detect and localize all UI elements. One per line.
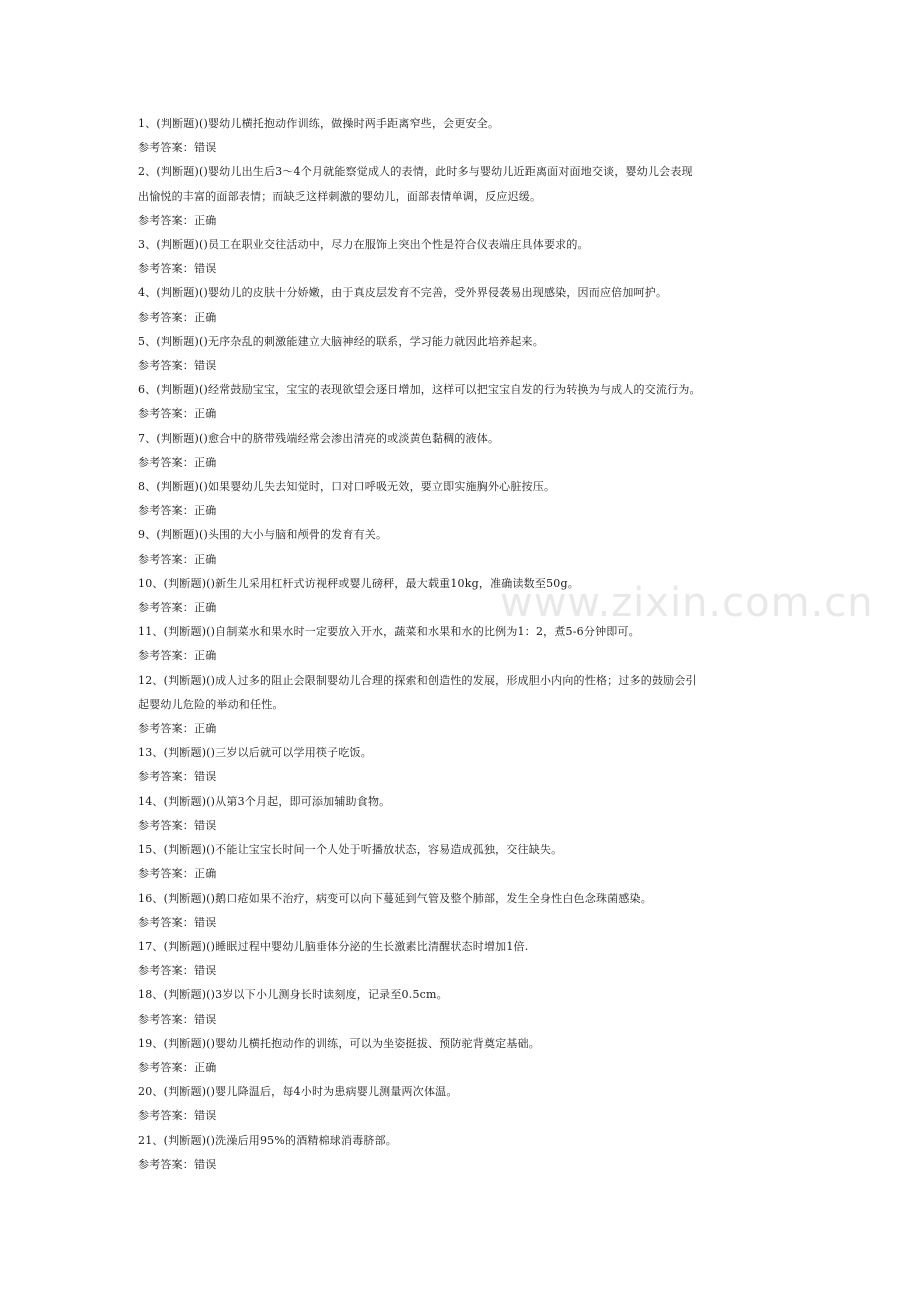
question-text: 15、(判断题)()不能让宝宝长时间一个人处于听播放状态，容易造成孤独，交往缺失。 [138, 843, 563, 857]
answer-line [138, 814, 798, 838]
answer-value: 错误 [194, 141, 217, 155]
answer-value: 正确 [194, 213, 217, 227]
answer-line [138, 402, 798, 426]
answer-value: 正确 [194, 455, 217, 469]
answer-label: 参考答案： [138, 649, 194, 663]
answer-label: 参考答案： [138, 1012, 194, 1026]
answer-value: 正确 [194, 867, 217, 881]
question-text: 14、(判断题)()从第3个月起，即可添加辅助食物。 [138, 794, 391, 808]
answer-value: 正确 [194, 407, 217, 421]
answer-value: 正确 [194, 722, 217, 736]
question-text: 18、(判断题)()3岁以下小儿测身长时读刻度，记录至0.5cm。 [138, 988, 448, 1002]
answer-value: 正确 [194, 601, 217, 615]
answer-value: 错误 [194, 964, 217, 978]
answer-value: 正确 [194, 1060, 217, 1074]
question-item [138, 887, 798, 935]
answer-value: 正确 [194, 552, 217, 566]
question-text: 13、(判断题)()三岁以后就可以学用筷子吃饭。 [138, 746, 372, 760]
answer-line [138, 499, 798, 523]
answer-label: 参考答案： [138, 601, 194, 615]
question-text: 20、(判断题)()婴儿降温后，每4小时为患病婴儿测量两次体温。 [138, 1085, 458, 1099]
answer-line [138, 1008, 798, 1032]
answer-line [138, 136, 798, 160]
answer-label: 参考答案： [138, 504, 194, 518]
question-text: 9、(判断题)()头围的大小与脑和颅骨的发育有关。 [138, 528, 388, 542]
question-item [138, 838, 798, 886]
answer-label: 参考答案： [138, 310, 194, 324]
question-item [138, 1080, 798, 1128]
question-text: 4、(判断题)()婴幼儿的皮肤十分娇嫩，由于真皮层发育不完善，受外界侵袭易出现感染，因而应倍加呵护。 [138, 286, 668, 300]
question-text: 16、(判断题)()鹅口疮如果不治疗，病变可以向下蔓延到气管及整个肺部，发生全身性白色念珠菌感染。 [138, 891, 652, 905]
answer-line [138, 1056, 798, 1080]
question-text: 2、(判断题)()婴幼儿出生后3～4个月就能察觉成人的表情，此时多与婴幼儿近距离面对面地交谈，婴幼儿会表现 [138, 165, 693, 179]
question-item [138, 427, 798, 475]
answer-label: 参考答案： [138, 552, 194, 566]
question-item [138, 378, 798, 426]
answer-label: 参考答案： [138, 262, 194, 276]
answer-line [138, 1153, 798, 1177]
watermark: www.zixin.com.cn [500, 580, 874, 626]
answer-label: 参考答案： [138, 213, 194, 227]
answer-value: 错误 [194, 1109, 217, 1123]
answer-label: 参考答案： [138, 359, 194, 373]
question-item [138, 330, 798, 378]
answer-value: 错误 [194, 1157, 217, 1171]
answer-line [138, 548, 798, 572]
question-item [138, 1032, 798, 1080]
answer-value: 正确 [194, 649, 217, 663]
answer-line [138, 1104, 798, 1128]
question-item [138, 475, 798, 523]
answer-label: 参考答案： [138, 141, 194, 155]
question-item [138, 935, 798, 983]
answer-value: 正确 [194, 504, 217, 518]
answer-label: 参考答案： [138, 915, 194, 929]
question-text: 6、(判断题)()经常鼓励宝宝，宝宝的表现欲望会逐日增加，这样可以把宝宝自发的行为转换为与成人的交流行为。 [138, 383, 701, 397]
question-text: 10、(判断题)()新生儿采用杠杆式访视秤或婴儿磅秤，最大载重10kg，准确读数至50g。 [138, 576, 579, 590]
question-item [138, 669, 798, 742]
question-item [138, 233, 798, 281]
answer-line [138, 765, 798, 789]
question-item [138, 112, 798, 160]
question-list [138, 112, 798, 1177]
question-text: 起婴幼儿危险的举动和任性。 [138, 697, 284, 711]
answer-label: 参考答案： [138, 1157, 194, 1171]
question-text: 21、(判断题)()洗澡后用95%的酒精棉球消毒脐部。 [138, 1133, 398, 1147]
answer-value: 错误 [194, 262, 217, 276]
question-item [138, 160, 798, 233]
question-text: 5、(判断题)()无序杂乱的刺激能建立大脑神经的联系，学习能力就因此培养起来。 [138, 334, 544, 348]
answer-label: 参考答案： [138, 407, 194, 421]
answer-label: 参考答案： [138, 867, 194, 881]
question-item [138, 741, 798, 789]
answer-line [138, 911, 798, 935]
answer-label: 参考答案： [138, 1060, 194, 1074]
question-text: 19、(判断题)()婴幼儿横托抱动作的训练，可以为坐姿挺拔、预防驼背奠定基础。 [138, 1036, 540, 1050]
answer-line [138, 717, 798, 741]
answer-line [138, 209, 798, 233]
question-text: 11、(判断题)()自制菜水和果水时一定要放入开水，蔬菜和水果和水的比例为1：2，煮5-6分钟即可。 [138, 625, 640, 639]
answer-label: 参考答案： [138, 1109, 194, 1123]
question-item [138, 281, 798, 329]
question-text: 1、(判断题)()婴幼儿横托抱动作训练，做操时两手距离窄些，会更安全。 [138, 117, 500, 130]
answer-label: 参考答案： [138, 770, 194, 784]
answer-line [138, 959, 798, 983]
question-text: 出愉悦的丰富的面部表情；而缺乏这样刺激的婴幼儿，面部表情单调，反应迟缓。 [138, 189, 542, 203]
answer-value: 错误 [194, 818, 217, 832]
question-item [138, 572, 798, 620]
question-text: 17、(判断题)()睡眠过程中婴幼儿脑垂体分泌的生长激素比清醒状态时增加1倍. [138, 939, 529, 953]
answer-line [138, 306, 798, 330]
question-item [138, 983, 798, 1031]
answer-value: 错误 [194, 1012, 217, 1026]
answer-line [138, 257, 798, 281]
answer-value: 正确 [194, 310, 217, 324]
answer-label: 参考答案： [138, 964, 194, 978]
question-item [138, 620, 798, 668]
question-item [138, 523, 798, 571]
question-text: 7、(判断题)()愈合中的脐带残端经常会渗出清亮的或淡黄色黏稠的液体。 [138, 431, 500, 445]
question-text: 12、(判断题)()成人过多的阻止会限制婴幼儿合理的探索和创造性的发展，形成胆小内向的性格；过多的鼓励会引 [138, 673, 697, 687]
question-item [138, 790, 798, 838]
answer-line [138, 644, 798, 668]
answer-line [138, 862, 798, 886]
question-item [138, 1129, 798, 1177]
question-text: 8、(判断题)()如果婴幼儿失去知觉时，口对口呼吸无效，要立即实施胸外心脏按压。 [138, 480, 556, 494]
answer-label: 参考答案： [138, 455, 194, 469]
answer-label: 参考答案： [138, 818, 194, 832]
answer-value: 错误 [194, 359, 217, 373]
question-text: 3、(判断题)()员工在职业交往活动中，尽力在服饰上突出个性是符合仪表端庄具体要求的。 [138, 238, 589, 252]
answer-value: 错误 [194, 770, 217, 784]
answer-line [138, 596, 798, 620]
answer-line [138, 354, 798, 378]
answer-line [138, 451, 798, 475]
answer-label: 参考答案： [138, 722, 194, 736]
answer-value: 错误 [194, 915, 217, 929]
